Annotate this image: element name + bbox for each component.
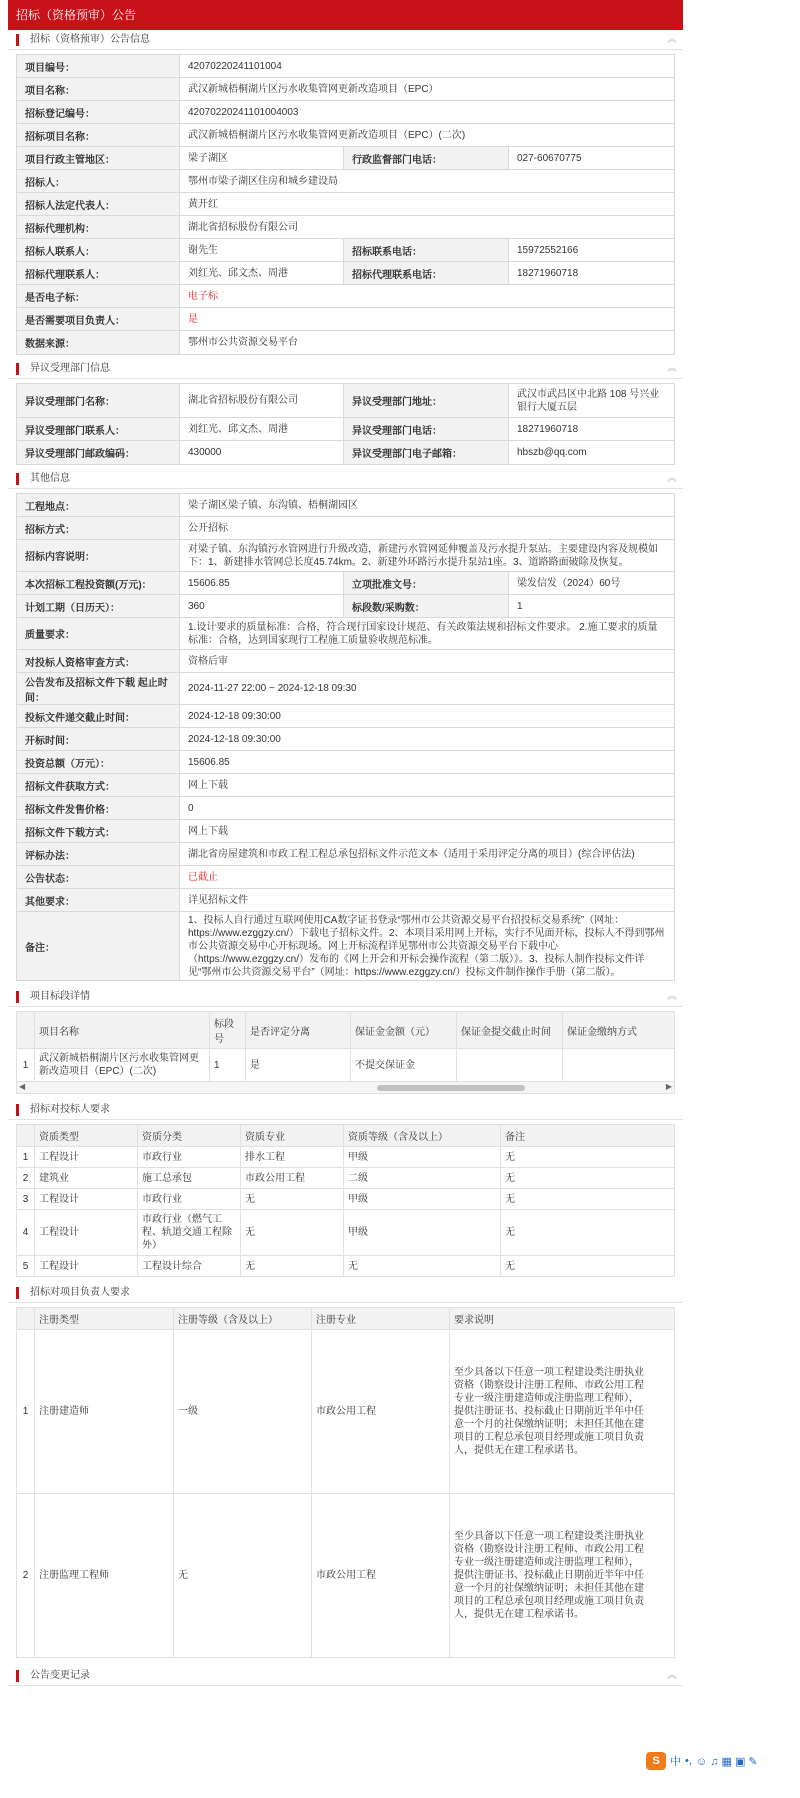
cell: 无	[501, 1256, 675, 1277]
agent-phone: 18271960718	[517, 267, 579, 279]
row-index: 1	[17, 1147, 35, 1168]
col-header: 注册类型	[35, 1308, 174, 1330]
admin-phone: 027-60670775	[517, 152, 582, 164]
cell: 不提交保证金	[351, 1049, 457, 1082]
cell: 一级	[174, 1330, 312, 1494]
agent-contact: 刘红光、邱文杰、周港	[180, 262, 344, 284]
objection-email: hbszb@qq.com	[517, 447, 587, 458]
cell: 无	[241, 1189, 344, 1210]
cell: 无	[501, 1147, 675, 1168]
cell: 工程设计	[35, 1210, 138, 1256]
horizontal-scrollbar[interactable]	[16, 1082, 675, 1094]
page-title: 招标（资格预审）公告	[8, 0, 683, 30]
cell: 市政公用工程	[241, 1168, 344, 1189]
bidder-table	[16, 1124, 675, 1277]
field-label: 其他要求：	[17, 889, 180, 911]
field-label: 立项批准文号：	[344, 572, 509, 594]
review: 资格后审	[188, 655, 228, 667]
col-header: 要求说明	[450, 1308, 675, 1330]
cell: 工程设计综合	[138, 1256, 241, 1277]
section-title: 异议受理部门信息	[30, 363, 110, 374]
section-header-info[interactable]	[8, 30, 683, 50]
field-label: 公告发布及招标文件下载 起止时间：	[17, 673, 180, 704]
collapse-icon[interactable]: ︽	[667, 1670, 677, 1681]
objection-zip: 430000	[180, 441, 344, 464]
col-header: 保证金提交截止时间	[457, 1012, 563, 1049]
section-header-changes[interactable]	[8, 1666, 683, 1686]
cell: 排水工程	[241, 1147, 344, 1168]
field-label: 数据来源：	[17, 331, 180, 354]
legal-rep: 黄开红	[188, 198, 218, 210]
col-header: 项目名称	[35, 1012, 210, 1049]
cell: 市政行业	[138, 1189, 241, 1210]
cell: 无	[241, 1256, 344, 1277]
agency: 湖北省招标股份有限公司	[188, 221, 298, 233]
collapse-icon[interactable]: ︽	[667, 363, 677, 374]
status: 已截止	[188, 871, 218, 883]
cell: 无	[501, 1168, 675, 1189]
cell: 1	[210, 1049, 246, 1082]
field-label: 招标项目名称：	[17, 124, 180, 146]
field-label: 异议受理部门地址：	[344, 384, 509, 417]
table-row	[17, 1189, 675, 1210]
lots-table	[16, 1011, 675, 1082]
objection-table	[16, 383, 675, 465]
field-label: 行政监督部门电话：	[344, 147, 509, 169]
get-method: 网上下载	[188, 779, 228, 791]
cell: 工程设计	[35, 1189, 138, 1210]
cell: 工程设计	[35, 1147, 138, 1168]
col-header: 注册等级（含及以上）	[174, 1308, 312, 1330]
lot-count: 1	[517, 600, 523, 612]
deadline: 2024-12-18 09:30:00	[188, 710, 281, 722]
cell: 无	[344, 1256, 501, 1277]
field-label: 备注：	[17, 912, 180, 980]
row-index: 1	[17, 1049, 35, 1082]
ime-tools-icon[interactable]: ☺ ♫ ▦ ▣ ✎	[695, 1755, 758, 1768]
field-label: 招标代理联系电话：	[344, 262, 509, 284]
contact-phone: 15972552166	[517, 244, 579, 256]
cell: 二级	[344, 1168, 501, 1189]
reg-no: 42070220241101004003	[188, 106, 299, 118]
manager-table	[16, 1307, 675, 1658]
need-manager: 是	[188, 313, 198, 325]
cell	[457, 1049, 563, 1082]
field-label: 是否需要项目负责人：	[17, 308, 180, 330]
field-label: 招标联系电话：	[344, 239, 509, 261]
section-header-objection[interactable]	[8, 359, 683, 379]
field-label: 招标文件发售价格：	[17, 797, 180, 819]
col-header: 资质分类	[138, 1125, 241, 1147]
field-label: 项目名称：	[17, 78, 180, 100]
field-label: 标段数/采购数：	[344, 595, 509, 617]
field-label: 异议受理部门电话：	[344, 418, 509, 440]
cell: 施工总承包	[138, 1168, 241, 1189]
section-title: 公告变更记录	[30, 1670, 90, 1681]
section-header-lots[interactable]	[8, 987, 683, 1007]
field-label: 招标文件下载方式：	[17, 820, 180, 842]
col-header: 资质专业	[241, 1125, 344, 1147]
section-header-manager-req[interactable]	[8, 1283, 683, 1303]
collapse-icon[interactable]: ︽	[667, 991, 677, 1002]
field-label: 招标方式：	[17, 517, 180, 539]
cell: 甲级	[344, 1147, 501, 1168]
section-title: 其他信息	[30, 473, 70, 484]
download-method: 网上下载	[188, 825, 228, 837]
col-header: 资质等级（含及以上）	[344, 1125, 501, 1147]
cell: 无	[501, 1210, 675, 1256]
field-label: 项目编号：	[17, 55, 180, 77]
data-source: 鄂州市公共资源交易平台	[188, 337, 298, 348]
field-label: 质量要求：	[17, 618, 180, 649]
cell: 至少具备以下任意一项工程建设类注册执业资格（勘察设计注册工程师、市政公用工程专业一级注册建造师或注册监理工程师），提供注册证书、投标截止日期前近半年中任意一个月的社保缴纳证明；未担任其他在建项目的工程总承包项目经理或施工项目负责人，提供无在建工程承诺书。	[450, 1494, 675, 1658]
field-label: 招标代理机构：	[17, 216, 180, 238]
field-label: 是否电子标：	[17, 285, 180, 307]
field-label: 异议受理部门邮政编码：	[17, 441, 180, 464]
collapse-icon[interactable]: ︽	[667, 473, 677, 484]
section-header-other[interactable]	[8, 469, 683, 489]
cell: 甲级	[344, 1189, 501, 1210]
cell: 至少具备以下任意一项工程建设类注册执业资格（勘察设计注册工程师、市政公用工程专业一级注册建造师或注册监理工程师），提供注册证书、投标截止日期前近半年中任意一个月的社保缴纳证明；未担任其他在建项目的工程总承包项目经理或施工项目负责人，提供无在建工程承诺书。	[450, 1330, 675, 1494]
admin-area: 梁子湖区	[180, 147, 344, 169]
table-row	[17, 1147, 675, 1168]
row-index: 4	[17, 1210, 35, 1256]
total-invest: 15606.85	[188, 756, 230, 768]
scroll-thumb[interactable]	[377, 1085, 525, 1091]
manager-table-wrap	[16, 1307, 675, 1658]
bidder-table-wrap	[16, 1124, 675, 1277]
project-name: 武汉新城梧桐湖片区污水收集管网更新改造项目（EPC）	[188, 83, 439, 95]
section-header-bidder-req[interactable]	[8, 1100, 683, 1120]
cell: 无	[241, 1210, 344, 1256]
objection-addr: 武汉市武昌区中北路 108 号兴业银行大厦五层	[517, 388, 660, 413]
approval: 梁发信发（2024）60号	[517, 577, 621, 589]
cell: 市政公用工程	[312, 1330, 450, 1494]
field-label: 工程地点：	[17, 494, 180, 516]
field-label: 项目行政主管地区：	[17, 147, 180, 169]
field-label: 招标人：	[17, 170, 180, 192]
info-table	[16, 54, 675, 355]
section-title: 招标（资格预审）公告信息	[30, 34, 150, 45]
bid-project-name: 武汉新城梧桐湖片区污水收集管网更新改造项目（EPC）(二次)	[188, 129, 466, 141]
scroll-left-icon[interactable]: ◀	[19, 1082, 26, 1091]
field-label: 评标办法：	[17, 843, 180, 865]
field-label: 投资总额（万元）：	[17, 751, 180, 773]
cell	[563, 1049, 675, 1082]
other-req: 详见招标文件	[188, 894, 248, 906]
field-label: 招标人法定代表人：	[17, 193, 180, 215]
invest: 15606.85	[180, 572, 344, 594]
site: 梁子湖区梁子镇、东沟镇、梧桐湖园区	[188, 499, 358, 511]
lots-table-wrap	[16, 1011, 675, 1094]
row-index: 2	[17, 1168, 35, 1189]
cell: 建筑业	[35, 1168, 138, 1189]
cell: 工程设计	[35, 1256, 138, 1277]
field-label: 招标登记编号：	[17, 101, 180, 123]
note: 1、投标人自行通过互联网使用CA数字证书登录“鄂州市公共资源交易平台招投标交易系统”（网址：https://www.ezggzy.cn/）下载电子招标文件。2、本项目采用网上开标，实行不见面开标，投标人不得到鄂州市公共资源交易中心开标现场。网上开标流程详见鄂州市公共资源交易平台下载中心（https://www.ezggzy.cn/）发布的《网上开会和开标会操作流程（第二版）》。3、投标人制作投标文件详见“鄂州市公共资源交易平台”（网址：https://www.ezggzy.cn/）投标文件制作操作手册（第二版）。	[188, 914, 665, 978]
ime-logo-icon[interactable]: S	[646, 1752, 666, 1770]
content-desc: 对梁子镇、东沟镇污水管网进行升级改造，新建污水管网延伸覆盖及污水提升泵站。主要建设内容及规模如下：1、新建排水管网总长度45.74km。2、新建外环路污水提升泵站1座。3、道路路面破除及恢复。	[188, 543, 658, 568]
table-row	[17, 1168, 675, 1189]
field-label: 公告状态：	[17, 866, 180, 888]
section-title: 招标对投标人要求	[30, 1104, 110, 1115]
field-label: 对投标人资格审查方式：	[17, 650, 180, 672]
col-header: 备注	[501, 1125, 675, 1147]
section-title: 项目标段详情	[30, 991, 90, 1002]
publish-time: 2024-11-27 22:00 ~ 2024-12-18 09:30	[188, 683, 357, 694]
row-index: 3	[17, 1189, 35, 1210]
price: 0	[188, 802, 194, 814]
field-label: 招标内容说明：	[17, 540, 180, 571]
field-label: 招标代理联系人：	[17, 262, 180, 284]
cell: 无	[174, 1494, 312, 1658]
col-header: 保证金金额（元）	[351, 1012, 457, 1049]
field-label: 异议受理部门联系人：	[17, 418, 180, 440]
field-label: 投标文件递交截止时间：	[17, 705, 180, 727]
period: 360	[180, 595, 344, 617]
cell: 是	[246, 1049, 351, 1082]
ime-punctuation-toggle[interactable]: •,	[685, 1755, 692, 1767]
table-row	[17, 1330, 675, 1494]
table-row	[17, 1256, 675, 1277]
tenderer: 鄂州市梁子湖区住房和城乡建设局	[188, 175, 338, 187]
field-label: 异议受理部门电子邮箱：	[344, 441, 509, 464]
collapse-icon[interactable]: ︽	[667, 34, 677, 45]
announcement-page	[8, 0, 683, 1686]
table-row	[17, 1210, 675, 1256]
cell: 武汉新城梧桐湖片区污水收集管网更新改造项目（EPC）(二次)	[35, 1049, 210, 1082]
contact: 谢先生	[180, 239, 344, 261]
ime-toolbar[interactable]	[646, 1752, 758, 1770]
electronic-bid: 电子标	[188, 290, 218, 302]
scroll-right-icon[interactable]: ▶	[665, 1082, 672, 1091]
project-no: 42070220241101004	[188, 60, 282, 72]
row-index: 5	[17, 1256, 35, 1277]
cell: 市政行业（燃气工程、轨道交通工程除外）	[138, 1210, 241, 1256]
row-index: 2	[17, 1494, 35, 1658]
cell: 无	[501, 1189, 675, 1210]
ime-language-toggle[interactable]: 中	[670, 1756, 681, 1768]
objection-dept: 湖北省招标股份有限公司	[180, 384, 344, 417]
cell: 注册建造师	[35, 1330, 174, 1494]
cell: 市政行业	[138, 1147, 241, 1168]
field-label: 计划工期（日历天）：	[17, 595, 180, 617]
col-header: 保证金缴纳方式	[563, 1012, 675, 1049]
field-label: 招标文件获取方式：	[17, 774, 180, 796]
cell: 市政公用工程	[312, 1494, 450, 1658]
table-row	[17, 1494, 675, 1658]
col-header: 资质类型	[35, 1125, 138, 1147]
objection-contact: 刘红光、邱文杰、周港	[180, 418, 344, 440]
cell: 甲级	[344, 1210, 501, 1256]
field-label: 本次招标工程投资额(万元)：	[17, 572, 180, 594]
quality: 1.设计要求的质量标准：合格，符合现行国家设计规范、有关政策法规和招标文件要求。 2.施工要求的质量标准：合格，达到国家现行工程施工质量验收规范标准。	[188, 621, 658, 646]
objection-phone: 18271960718	[517, 423, 579, 435]
row-index: 1	[17, 1330, 35, 1494]
table-row	[17, 1049, 675, 1082]
method: 公开招标	[188, 522, 228, 534]
eval-method: 湖北省房屋建筑和市政工程工程总承包招标文件示范文本（适用于采用评定分离的项目）(综合评估法)	[188, 848, 635, 860]
cell: 注册监理工程师	[35, 1494, 174, 1658]
col-header: 标段号	[210, 1012, 246, 1049]
col-header: 注册专业	[312, 1308, 450, 1330]
field-label: 招标人联系人：	[17, 239, 180, 261]
other-table	[16, 493, 675, 981]
col-header: 是否评定分离	[246, 1012, 351, 1049]
open-time: 2024-12-18 09:30:00	[188, 733, 281, 745]
section-title: 招标对项目负责人要求	[30, 1287, 130, 1298]
field-label: 异议受理部门名称：	[17, 384, 180, 417]
field-label: 开标时间：	[17, 728, 180, 750]
